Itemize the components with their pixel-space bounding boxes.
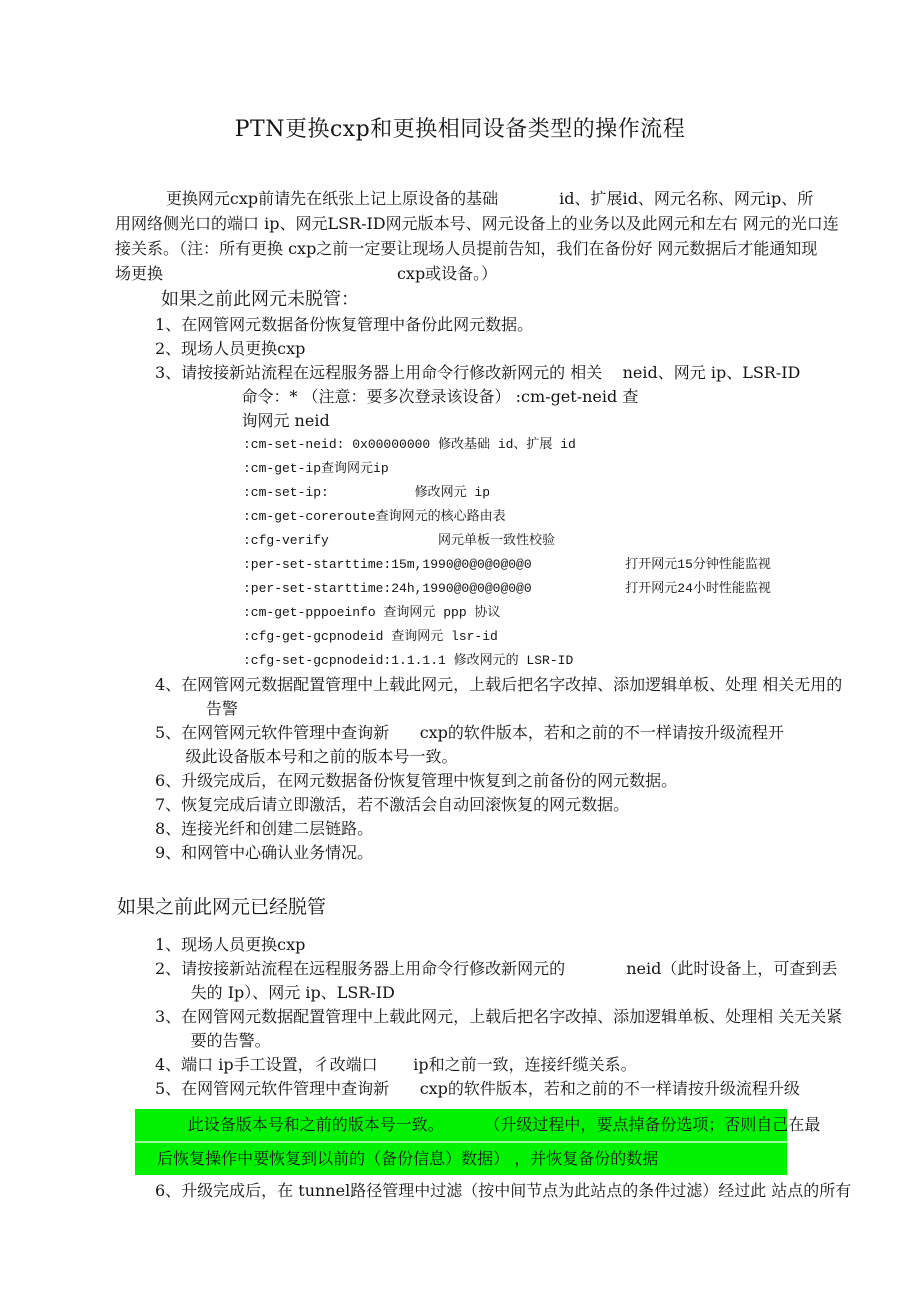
command-line-group <box>243 433 910 673</box>
list-item <box>155 1053 910 1077</box>
text-line: :per-set-starttime:15m,1990@0@0@0@0@0 打开网元15分钟性能监视 <box>243 557 771 572</box>
text-line: 要的告警。 <box>155 1031 271 1050</box>
list-item <box>155 933 910 957</box>
text-line: :per-set-starttime:24h,1990@0@0@0@0@0 打开网元24小时性能监视 <box>243 581 771 596</box>
list-item <box>155 361 910 433</box>
list-item <box>155 313 910 337</box>
text-line: 询网元 neid <box>155 411 330 430</box>
text-line: 用网络侧光口的端口 ip、网元LSR-ID网元版本号、网元设备上的业务以及此网元和左右 网元的光口连 <box>115 214 839 233</box>
text-line: :cm-get-coreroute查询网元的核心路由表 <box>243 509 506 524</box>
text-line: :cfg-verify 网元单板一致性校验 <box>243 533 556 548</box>
list-item <box>155 721 910 769</box>
list-item <box>155 957 910 1005</box>
list-item <box>155 337 910 361</box>
text-line: 9、和网管中心确认业务情况。 <box>155 843 374 862</box>
text-line: 1、在网管网元数据备份恢复管理中备份此网元数据。 <box>155 315 534 334</box>
text-line: 此设备版本号和之前的版本号一致。 （升级过程中，要点掉备份选项；否则自己在最 <box>147 1115 821 1134</box>
text-line: 8、连接光纤和创建二层链路。 <box>155 819 374 838</box>
text-line: 6、升级完成后，在 tunnel路径管理中过滤（按中间节点为此站点的条件过滤）经过此 站点的所有 <box>155 1181 852 1200</box>
text-line: 2、请按接新站流程在远程服务器上用命令行修改新网元的 neid（此时设备上，可查到丢 <box>155 959 838 978</box>
intro-paragraph <box>115 186 910 286</box>
section-heading: 如果之前此网元未脱管： <box>161 289 359 310</box>
text-line: 命令：* （注意：要多次登录该设备） :cm-get-neid 查 <box>155 387 639 406</box>
text-line: :cfg-get-gcpnodeid 查询网元 lsr-id <box>243 629 498 644</box>
document-body <box>115 186 910 1203</box>
text-line: 4、端口 ip手工设置，彳改端口 ip和之前一致，连接纤缆关系。 <box>155 1055 637 1074</box>
text-line: 1、现场人员更换cxp <box>155 935 306 954</box>
text-line: 3、请按接新站流程在远程服务器上用命令行修改新网元的 相关 neid、网元 ip、LSR-ID <box>155 363 801 382</box>
text-line: 场更换 cxp或设备。） <box>115 264 498 283</box>
text-line: :cm-get-pppoeinfo 查询网元 ppp 协议 <box>243 605 501 620</box>
highlighted-note <box>135 1109 821 1175</box>
text-line: 5、在网管网元软件管理中查询新 cxp的软件版本，若和之前的不一样请按升级流程升级 <box>155 1079 800 1098</box>
list-item <box>155 817 910 841</box>
text-line: 3、在网管网元数据配置管理中上载此网元，上载后把名字改掉、添加逻辑单板、处理相 关无关紧 <box>155 1007 843 1026</box>
list-item <box>155 1077 910 1101</box>
text-line: 告警 <box>155 699 238 718</box>
text-line: :cfg-set-gcpnodeid:1.1.1.1 修改网元的 LSR-ID <box>243 653 574 668</box>
text-line: 更换网元cxp前请先在纸张上记上原设备的基础 id、扩展id、网元名称、网元ip、所 <box>115 189 814 208</box>
text-line: :cm-set-neid: 0x00000000 修改基础 id、扩展 id <box>243 437 576 452</box>
list-item <box>155 1005 910 1053</box>
text-line: :cm-set-ip: 修改网元 ip <box>243 485 491 500</box>
text-line: 7、恢复完成后请立即激活，若不激活会自动回滚恢复的网元数据。 <box>155 795 630 814</box>
text-line: 失的 Ip）、网元 ip、LSR-ID <box>155 983 395 1002</box>
text-line: :cm-get-ip查询网元ip <box>243 461 389 476</box>
text-line: 5、在网管网元软件管理中查询新 cxp的软件版本，若和之前的不一样请按升级流程开 <box>155 723 784 742</box>
text-line: 2、现场人员更换cxp <box>155 339 306 358</box>
text-line: 接关系。（注：所有更换 cxp之前一定要让现场人员提前告知，我们在备份好 网元数据后才能通知现 <box>115 239 818 258</box>
text-line: 级此设备版本号和之前的版本号一致。 <box>155 747 458 766</box>
document-title: PTN更换cxp和更换相同设备类型的操作流程 <box>234 117 686 142</box>
text-line: 6、升级完成后，在网元数据备份恢复管理中恢复到之前备份的网元数据。 <box>155 771 678 790</box>
list-item <box>155 673 910 721</box>
list-item <box>155 841 910 865</box>
text-line: 后恢复操作中要恢复到以前的（备份信息）数据） ，并恢复备份的数据 <box>135 1141 787 1175</box>
text-line: 4、在网管网元数据配置管理中上载此网元，上载后把名字改掉、添加逻辑单板、处理 相关无用的 <box>155 675 843 694</box>
list-item <box>155 769 910 793</box>
list-item <box>155 793 910 817</box>
section-heading: 如果之前此网元已经脱管 <box>117 896 327 918</box>
list-item <box>155 1179 910 1203</box>
